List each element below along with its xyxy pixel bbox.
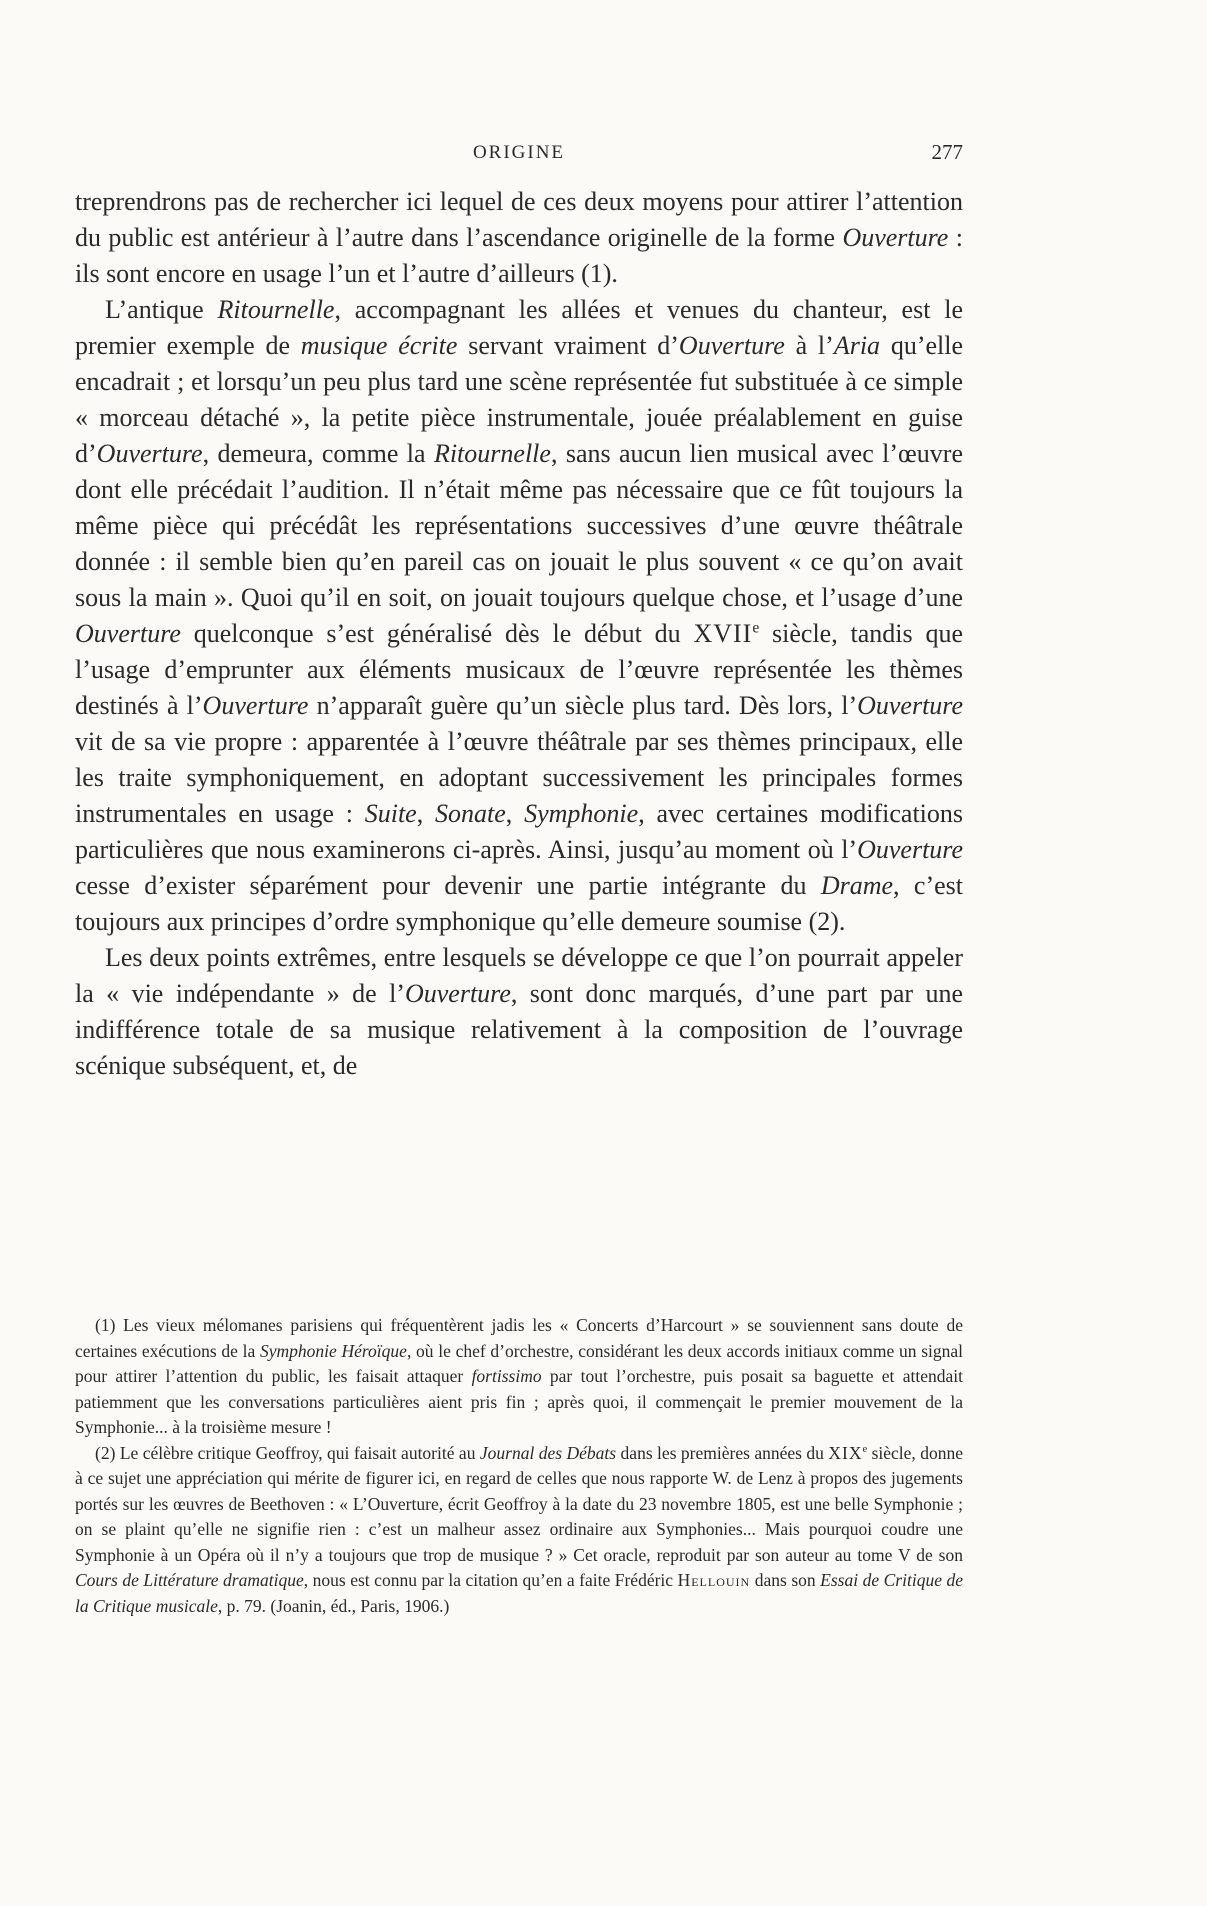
footnote-1: (1) Les vieux mélomanes parisiens qui fréquentèrent jadis les « Concerts d’Harcourt » se souviennent sans doute de certaines exécutions de la Symphonie Héroïque, où le chef d’orchestre, considérant les deux accords initiaux comme un signal pour attirer l’attention du public, les faisait attaquer fortissimo par tout l’orchestre, puis posait sa baguette et attendait patiemment que les conversations particulières aient pris fin ; après quoi, il commençait le premier mouvement de la Symphonie... à la troisième mesure !	[75, 1315, 963, 1437]
running-title: ORIGINE	[472, 142, 566, 163]
main-text	[75, 184, 963, 1084]
paragraph-3: Les deux points extrêmes, entre lesquels se développe ce que l’on pourrait appeler la « vie indépendante » de l’Ouverture, sont donc marqués, d’une part par une indifférence totale de sa musique relativement à la composition de l’ouvrage scénique subséquent, et, de	[75, 943, 963, 1080]
footnotes	[75, 1313, 963, 1619]
footnote-2: (2) Le célèbre critique Geoffroy, qui faisait autorité au Journal des Débats dans les premières années du XIXe siècle, donne à ce sujet une appréciation qui mérite de figurer ici, en regard de celles que nous rapporte W. de Lenz à propos des jugements portés sur les œuvres de Beethoven : « L’Ouverture, écrit Geoffroy à la date du 23 novembre 1805, est une belle Symphonie ; on se plaint qu’elle ne signifie rien : c’est un malheur assez ordinaire aux Symphonies... Mais pourquoi coudre une Symphonie à un Opéra où il n’y a toujours que trop de musique ? » Cet oracle, reproduit par son auteur au tome V de son Cours de Littérature dramatique, nous est connu par la citation qu’en a faite Frédéric Hellouin dans son Essai de Critique de la Critique musicale, p. 79. (Joanin, éd., Paris, 1906.)	[75, 1442, 964, 1616]
page-number: 277	[931, 140, 963, 164]
paragraph-1: treprendrons pas de rechercher ici lequel de ces deux moyens pour attirer l’attention du public est antérieur à l’autre dans l’ascendance originelle de la forme Ouverture : ils sont encore en usage l’un et l’autre d’ailleurs (1).	[75, 187, 963, 288]
page-header	[75, 138, 963, 168]
paragraph-2: L’antique Ritournelle, accompagnant les allées et venues du chanteur, est le premier exemple de musique écrite servant vraiment d’Ouverture à l’Aria qu’elle encadrait ; et lorsqu’un peu plus tard une scène représentée fut substituée à ce simple « morceau détaché », la petite pièce instrumentale, jouée préalablement en guise d’Ouverture, demeura, comme la Ritournelle, sans aucun lien musical avec l’œuvre dont elle précédait l’audition. Il n’était même pas nécessaire que ce fût toujours la même pièce qui précédât les représentations successives d’une œuvre théâtrale donnée : il semble bien qu’en pareil cas on jouait le plus souvent « ce qu’on avait sous la main ». Quoi qu’il en soit, on jouait toujours quelque chose, et l’usage d’une Ouverture quelconque s’est généralisé dès le début du XVIIe siècle, tandis que l’usage d’emprunter aux éléments musicaux de l’œuvre représentée les thèmes destinés à l’Ouverture n’apparaît guère qu’un siècle plus tard. Dès lors, l’Ouverture vit de sa vie propre : apparentée à l’œuvre théâtrale par ses thèmes principaux, elle les traite symphoniquement, en adoptant successivement les principales formes instrumentales en usage : Suite, Sonate, Symphonie, avec certaines modifications particulières que nous examinerons ci-après. Ainsi, jusqu’au moment où l’Ouverture cesse d’exister séparément pour devenir une partie intégrante du Drame, c’est toujours aux principes d’ordre symphonique qu’elle demeure soumise (2).	[75, 295, 964, 936]
